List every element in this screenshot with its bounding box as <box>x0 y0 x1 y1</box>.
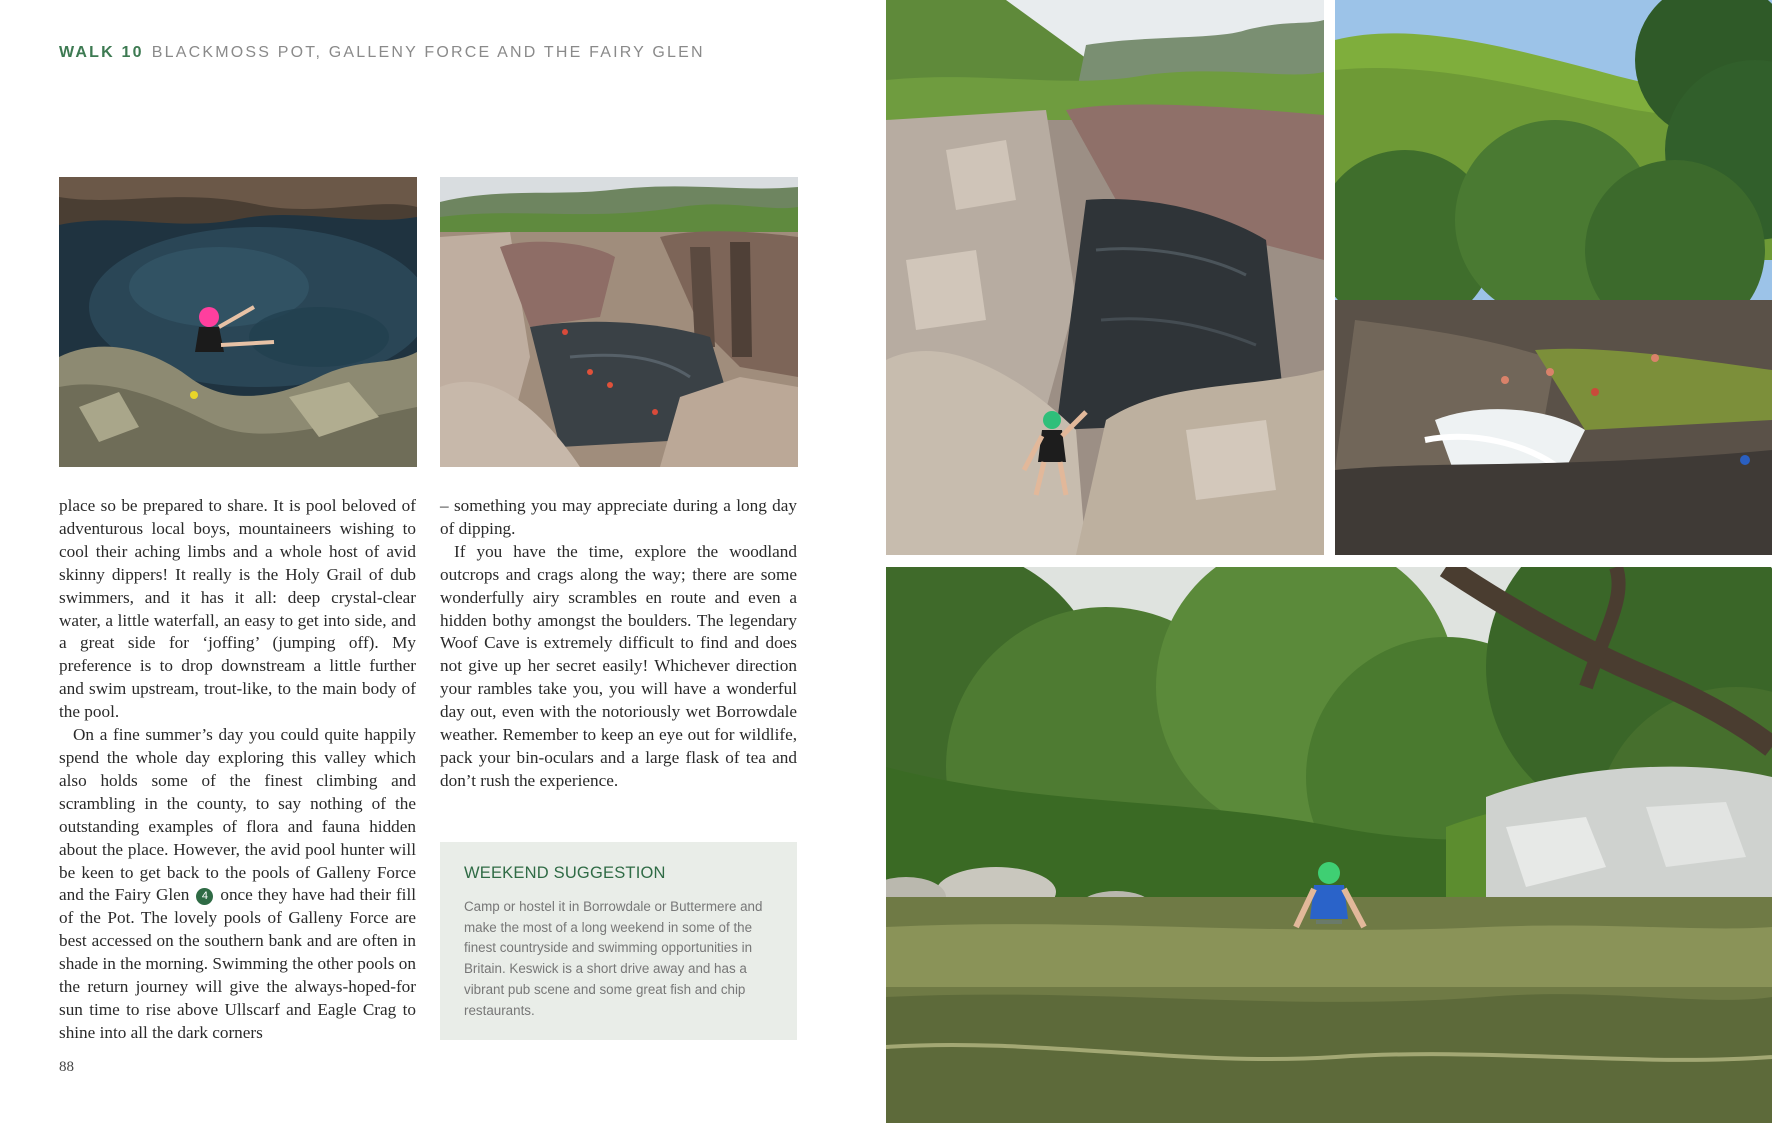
photo-gorge-swimmers <box>440 177 798 467</box>
photo-gorge-pool-climber <box>886 0 1324 555</box>
paragraph <box>59 724 416 1045</box>
walk-label: WALK 10 <box>59 44 144 61</box>
paragraph-text: On a fine summer’s day you could quite happily spend the whole day exploring this valley which also holds some of the finest climbing and scrambling in the county, to say nothing of the outstanding examples of flora and fauna hidden about the place. However, the avid pool hunter will be keen to get back to the pools of Galleny Force and the Fairy Glen <box>59 725 416 905</box>
photo-swimmer-in-pool <box>59 177 417 467</box>
body-column-right <box>440 495 797 793</box>
walk-title: BLACKMOSS POT, GALLENY FORCE AND THE FAIRY GLEN <box>151 44 705 61</box>
body-column-left <box>59 495 416 1045</box>
weekend-suggestion-box <box>440 842 797 1040</box>
running-header <box>59 44 705 62</box>
paragraph: place so be prepared to share. It is pool beloved of adventurous local boys, mountaineers wishing to cool their aching limbs and a whole host of avid skinny dippers! It really is the Holy Grail of dub swimmers, and it has it all: deep crystal-clear water, a little waterfall, an easy to get into side, and a great side for ‘joffing’ (jumping off). My preference is to drop downstream a little further and swim upstream, trout-like, to the main body of the pool. <box>59 496 416 722</box>
sidebar-text: Camp or hostel it in Borrowdale or Buttermere and make the most of a long weekend in some of the finest countryside and swimming opportunities in Britain. Keswick is a short drive away and has a vibrant pub scene and some great fish and chip restaurants. <box>464 899 763 1018</box>
paragraph: – something you may appreciate during a long day of dipping. <box>440 496 797 538</box>
paragraph: If you have the time, explore the woodland outcrops and crags along the way; there are some wonderfully airy scrambles en route and even a hidden bothy amongst the boulders. The legendary Woof Cave is extremely difficult to find and does not give up her secret easily! Whichever direction your rambles take you, you will have a wonderful day out, even with the notoriously wet Borrowdale weather. Remember to keep an eye out for wildlife, pack your bin-oculars and a large flask of tea and don’t rush the experience. <box>440 541 797 790</box>
photo-river-wading-swimmer <box>886 567 1772 1123</box>
sidebar-title: WEEKEND SUGGESTION <box>464 864 666 882</box>
map-marker-badge: 4 <box>196 888 213 905</box>
photo-waterfall-swimmers <box>1335 0 1772 555</box>
paragraph-text: once they have had their fill of the Pot. The lovely pools of Galleny Force are best accessed on the southern bank and are often in shade in the morning. Swimming the other pools on the return journey will give the always-hoped-for sun time to rise above Ullscarf and Eagle Crag to shine into all the dark corners <box>59 885 417 1042</box>
page-number: 88 <box>59 1059 74 1075</box>
